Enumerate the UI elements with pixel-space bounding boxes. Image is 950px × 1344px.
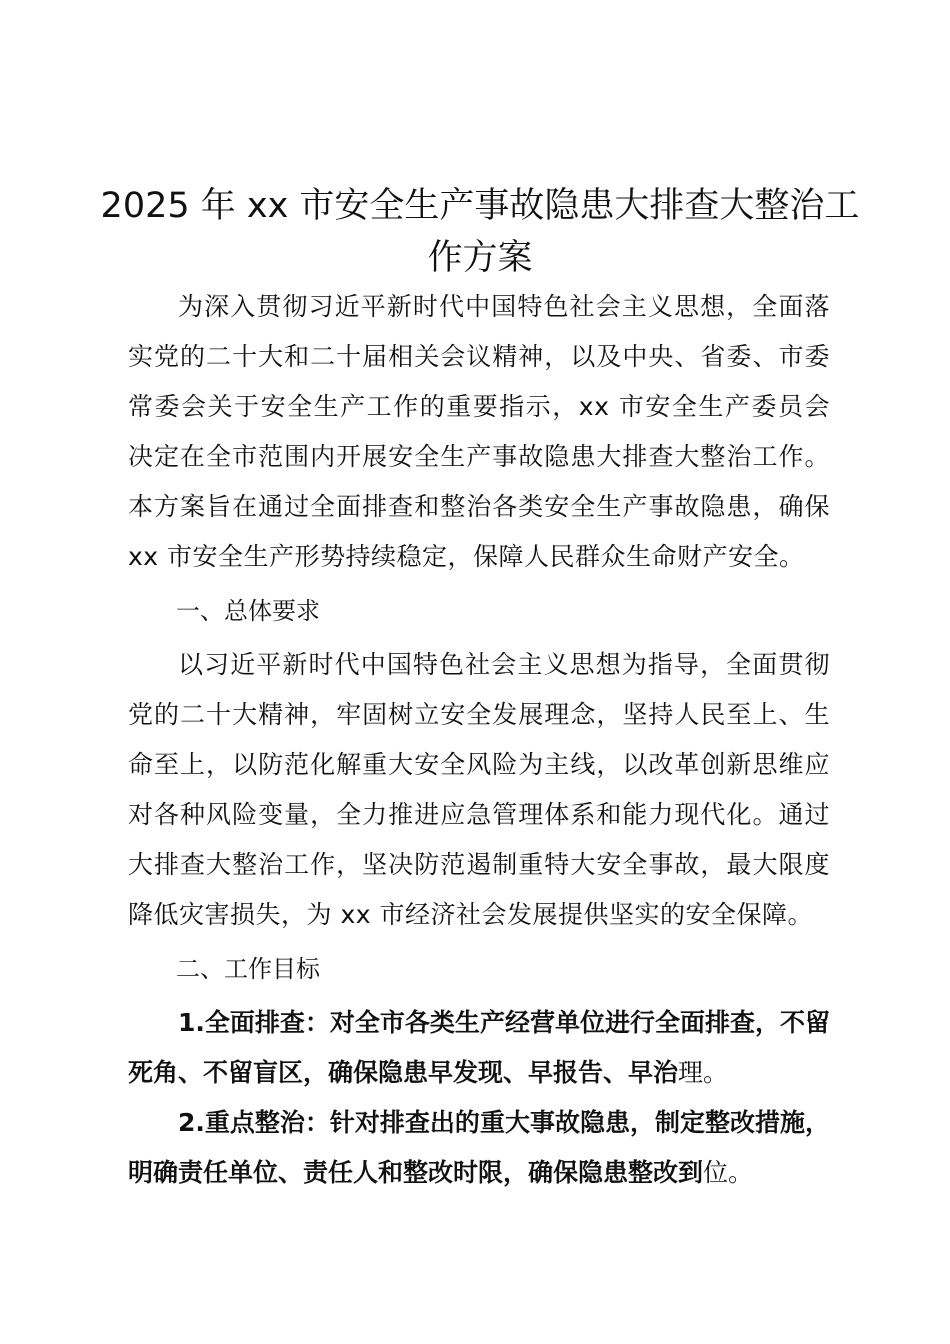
section-heading-work-goals: 二、工作目标 (176, 955, 320, 983)
goal-item-2 (128, 1098, 830, 1198)
document-title: 2025 年 xx 市安全生产事故隐患大排查大整治工作方案 (100, 186, 860, 278)
intro-paragraph: 为深入贯彻习近平新时代中国特色社会主义思想，全面落实党的二十大和二十届相关会议精神，以及中央、省委、市委常委会关于安全生产工作的重要指示，xx 市安全生产委员会决定在全市范围内开展安全生产事故隐患大排查大整治工作。本方案旨在通过全面排查和整治各类安全生产事故隐患，确保 xx 市安全生产形势持续稳定，保障人民群众生命财产安全。 (128, 292, 830, 571)
goal-item-1-bold: 1.全面排查：对全市各类生产经营单位进行全面排查，不留死角、不留盲区，确保隐患早发现、早报告、早治 (128, 1008, 830, 1087)
general-requirements-paragraph: 以习近平新时代中国特色社会主义思想为指导，全面贯彻党的二十大精神，牢固树立安全发展理念，坚持人民至上、生命至上，以防范化解重大安全风险为主线，以改革创新思维应对各种风险变量，全力推进应急管理体系和能力现代化。通过大排查大整治工作，坚决防范遏制重特大安全事故，最大限度降低灾害损失，为 xx 市经济社会发展提供坚实的安全保障。 (128, 650, 830, 929)
section-heading-general-requirements: 一、总体要求 (176, 597, 320, 625)
goal-item-2-tail: 位。 (703, 1158, 754, 1187)
goal-item-1 (128, 998, 830, 1098)
goal-item-1-tail: 理。 (678, 1058, 729, 1087)
goal-item-2-bold: 2.重点整治：针对排查出的重大事故隐患，制定整改措施，明确责任单位、责任人和整改时限，确保隐患整改到 (128, 1108, 830, 1187)
document-body (128, 282, 830, 1198)
